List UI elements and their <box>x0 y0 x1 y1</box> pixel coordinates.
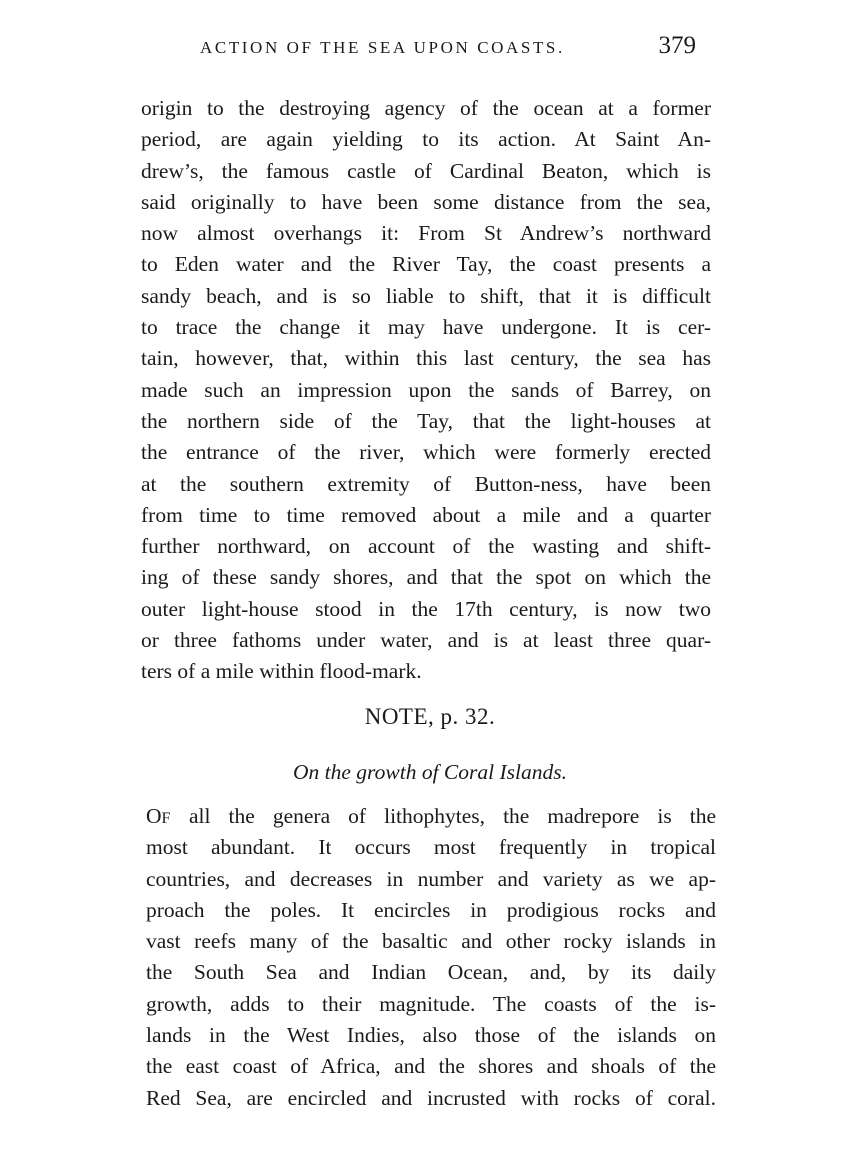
text-line: or three fathoms under water, and is at least three quar- <box>141 628 711 653</box>
running-head: ACTION OF THE SEA UPON COASTS. <box>200 38 565 57</box>
text-line: the northern side of the Tay, that the light-houses at <box>141 408 711 433</box>
text-line: the South Sea and Indian Ocean, and, by its daily <box>146 960 716 985</box>
text-line: the east coast of Africa, and the shores and shoals of the <box>146 1054 716 1079</box>
text-line: made such an impression upon the sands of Barrey, on <box>141 377 711 402</box>
text-line: proach the poles. It encircles in prodigious rocks and <box>146 897 716 922</box>
text-line: the entrance of the river, which were formerly erected <box>141 440 711 465</box>
text-line: said originally to have been some distance from the sea, <box>141 189 711 214</box>
first-line-text: all the genera of lithophytes, the madrepore is the <box>170 804 716 828</box>
text-line: origin to the destroying agency of the ocean at a former <box>141 96 711 120</box>
page-header <box>190 32 700 68</box>
page-number: 379 <box>658 32 696 59</box>
text-line: outer light-house stood in the 17th century, is now two <box>141 596 711 621</box>
text-line: most abundant. It occurs most frequently in tropical <box>146 835 716 860</box>
text-line: countries, and decreases in number and variety as we ap- <box>146 866 716 891</box>
text-line: lands in the West Indies, also those of the islands on <box>146 1023 716 1048</box>
note-paragraph <box>146 801 716 1114</box>
text-line: ters of a mile within flood-mark. <box>141 659 422 684</box>
text-line: Red Sea, are encircled and incrusted with rocks of coral. <box>146 1085 716 1110</box>
text-line: further northward, on account of the wasting and shift- <box>141 534 711 559</box>
text-line: drew’s, the famous castle of Cardinal Beaton, which is <box>141 158 711 183</box>
text-line: ing of these sandy shores, and that the spot on which the <box>141 565 711 590</box>
text-line: to Eden water and the River Tay, the coast presents a <box>141 252 711 277</box>
small-caps: F <box>161 810 171 827</box>
body-paragraph <box>141 93 711 688</box>
text-line: to trace the change it may have undergone. It is cer- <box>141 315 711 340</box>
note-subheading: On the growth of Coral Islands. <box>293 760 567 784</box>
text-line: growth, adds to their magnitude. The coasts of the is- <box>146 991 716 1016</box>
text-line: from time to time removed about a mile and a quarter <box>141 502 711 527</box>
text-line: sandy beach, and is so liable to shift, that it is difficult <box>141 283 711 308</box>
text-line: now almost overhangs it: From St Andrew’s northward <box>141 221 711 246</box>
text-line-first <box>146 801 716 832</box>
text-line: at the southern extremity of Button-ness, have been <box>141 471 711 496</box>
text-line: vast reefs many of the basaltic and other rocky islands in <box>146 929 716 954</box>
text-line: period, are again yielding to its action. At Saint An- <box>141 127 711 152</box>
text-line: tain, however, that, within this last century, the sea has <box>141 346 711 371</box>
drop-cap: O <box>146 804 162 828</box>
note-heading: NOTE, p. 32. <box>364 704 496 729</box>
